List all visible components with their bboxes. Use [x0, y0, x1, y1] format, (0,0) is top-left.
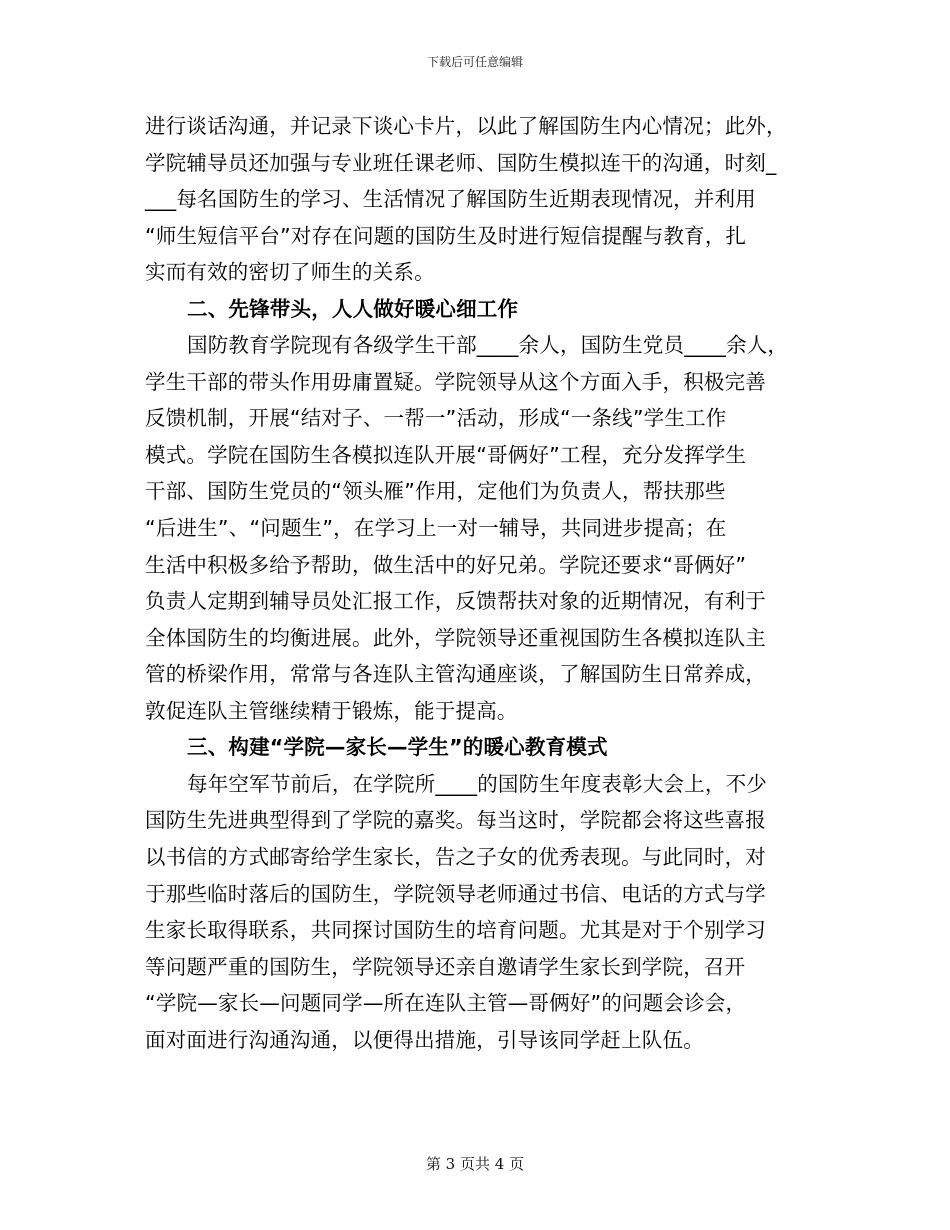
body-line: 管的桥梁作用，常常与各连队主管沟通座谈，了解国防生日常养成， — [145, 662, 766, 686]
body-line: 国防教育学院现有各级学生干部____余人，国防生党员____余人， — [187, 333, 789, 357]
body-line: 于那些临时落后的国防生，学院领导老师通过书信、电话的方式与学 — [145, 882, 766, 906]
body-line: 全体国防生的均衡进展。此外，学院领导还重视国防生各模拟连队主 — [145, 626, 766, 650]
body-line: 面对面进行沟通沟通，以便得出措施，引导该同学赶上队伍。 — [145, 1028, 704, 1052]
body-line: 每年空军节前后，在学院所____的国防生年度表彰大会上，不少 — [187, 772, 767, 796]
body-line: 学生干部的带头作用毋庸置疑。学院领导从这个方面入手，积极完善 — [145, 370, 766, 394]
page-footer: 第 3 页共 4 页 — [425, 1155, 525, 1173]
body-line: 负责人定期到辅导员处汇报工作，反馈帮扶对象的近期情况，有利于 — [145, 589, 766, 613]
section-heading-2: 二、先锋带头，人人做好暖心细工作 — [187, 297, 519, 321]
body-line: 等问题严重的国防生，学院领导还亲自邀请学生家长到学院，召开 — [145, 955, 746, 979]
section-heading-3: 三、构建“学院—家长—学生”的暖心教育模式 — [187, 735, 608, 759]
page-header: 下载后可任意编辑 — [426, 55, 523, 69]
body-line: 干部、国防生党员的“领头雁”作用，定他们为负责人，帮扶那些 — [145, 479, 726, 503]
body-line: “后进生”、“问题生”，在学习上一对一辅导，共同进步提高；在 — [145, 516, 727, 540]
body-line: 敦促连队主管继续精于锻炼，能于提高。 — [145, 699, 518, 723]
body-line: “学院—家长—问题同学—所在连队主管—哥俩好”的问题会诊会， — [145, 991, 747, 1015]
body-line: 实而有效的密切了师生的关系。 — [145, 260, 435, 284]
body-line: 学院辅导员还加强与专业班任课老师、国防生模拟连干的沟通，时刻_ — [145, 151, 777, 175]
body-line: “师生短信平台”对存在问题的国防生及时进行短信提醒与教育，扎 — [145, 224, 747, 248]
body-line: 进行谈话沟通，并记录下谈心卡片，以此了解国防生内心情况；此外， — [145, 114, 787, 138]
body-line: 以书信的方式邮寄给学生家长，告之子女的优秀表现。与此同时，对 — [145, 845, 766, 869]
body-line: 国防生先进典型得到了学院的嘉奖。每当这时，学院都会将这些喜报 — [145, 808, 766, 832]
body-line: 生活中积极多给予帮助，做生活中的好兄弟。学院还要求“哥俩好” — [145, 553, 747, 577]
body-line: ___每名国防生的学习、生活情况了解国防生近期表现情况，并利用 — [145, 187, 756, 211]
body-line: 生家长取得联系，共同探讨国防生的培育问题。尤其是对于个别学习 — [145, 918, 766, 942]
body-line: 反馈机制，开展“结对子、一帮一”活动，形成“一条线”学生工作 — [145, 406, 727, 430]
body-line: 模式。学院在国防生各模拟连队开展“哥俩好”工程，充分发挥学生 — [145, 443, 747, 467]
